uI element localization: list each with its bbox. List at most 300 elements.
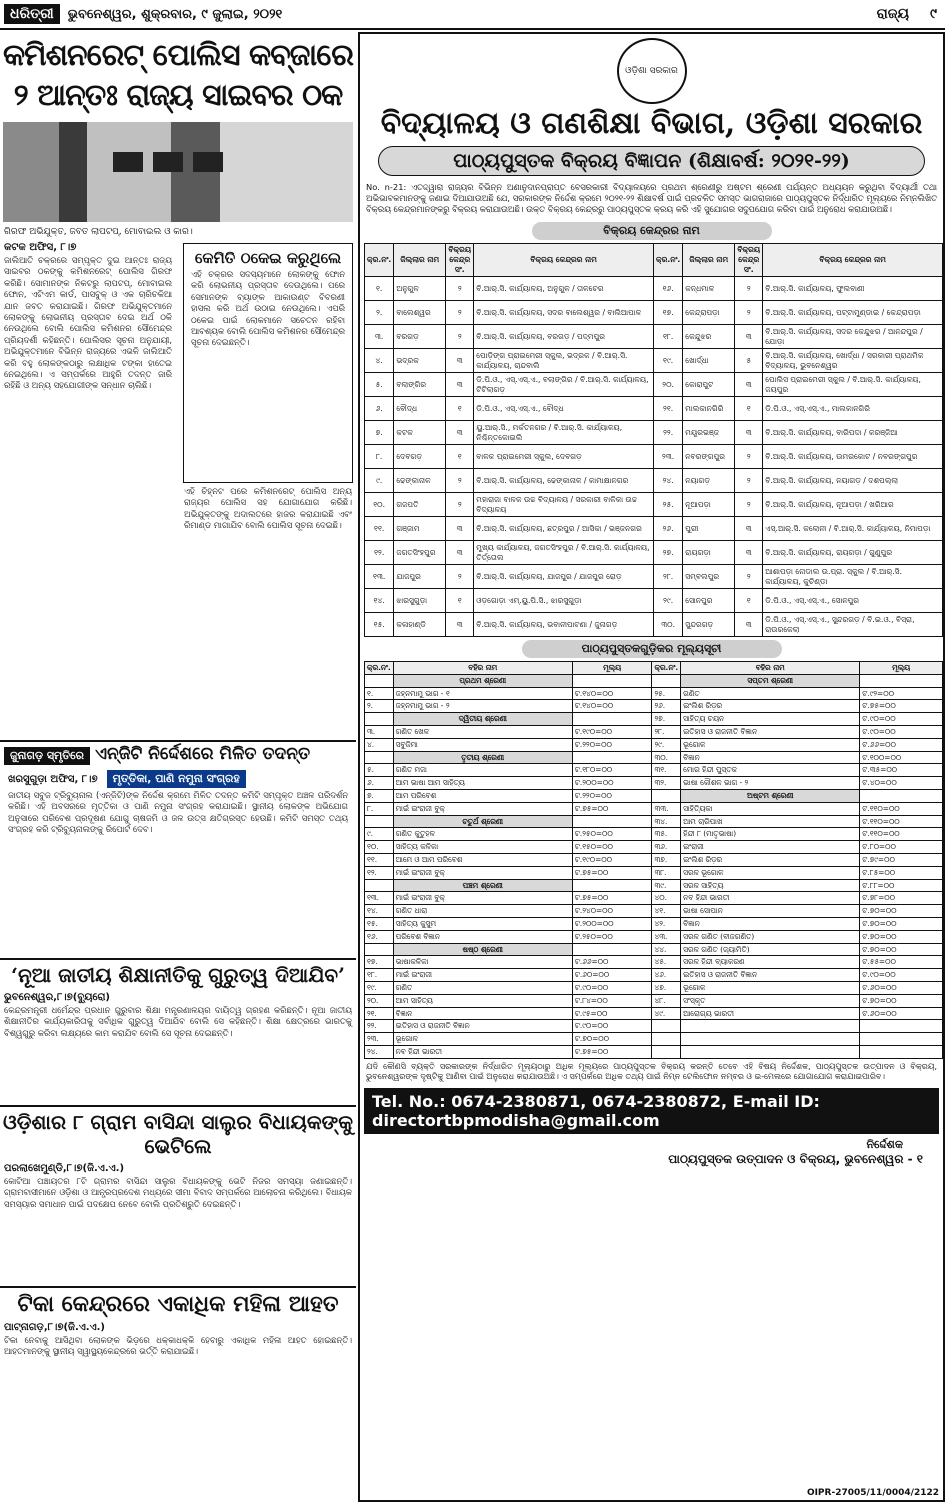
table-row [365, 713, 943, 726]
table-cell [365, 713, 394, 726]
table-cell: ଟ.୬୦=୦୦ [860, 1007, 943, 1020]
column-header: ବିକ୍ରୟ କେନ୍ଦ୍ରର ନାମ [763, 244, 943, 277]
table-cell: ୨ [735, 301, 763, 325]
table-cell: ନବ ହିନ୍ଦୀ ଭାରତୀ [681, 892, 860, 905]
story1-caption: ଗିରଫ ଅଭିଯୁକ୍ତ, ଜବତ ଲାପଟପ୍, ମୋବାଇଲ ଓ କାର। [4, 227, 193, 237]
column-header: ମୂଲ୍ୟ [572, 662, 652, 675]
table-cell [681, 1045, 860, 1058]
table-cell: ରାୟଗଡ଼ା [683, 541, 735, 565]
table-cell: ୩୧. [652, 764, 681, 777]
column-header: ବିକ୍ରୟ କେନ୍ଦ୍ର ସଂ. [446, 244, 474, 277]
table-cell: ୧୭. [653, 301, 682, 325]
table-cell: ଟ.୧୯୦=୦୦ [572, 853, 652, 866]
table-row [365, 687, 943, 700]
column-header: କ୍ର.ନଂ. [653, 244, 682, 277]
contact-bar: Tel. No.: 0674-2380871, 0674-2380872, E-mail ID: directortbpmodisha@gmail.com [364, 1088, 939, 1134]
table-cell: ଇଂଲିଶ ରିଡ଼ର [681, 700, 860, 713]
table-row [365, 841, 943, 854]
table-cell: ମାଇଁ ଇଂରାଜୀ ବୁକ୍ [393, 892, 572, 905]
table-cell: ସରଳ ଭୂଗୋଳ [681, 866, 860, 879]
table-cell: ଟ.୧୧୦=୦୦ [860, 828, 943, 841]
table-row [365, 1020, 943, 1033]
table-cell: ଟ.୫୫=୦୦ [860, 956, 943, 969]
story3-headline: ‘ନୂଆ ଜାତୀୟ ଶିକ୍ଷାନୀତିକୁ ଗୁରୁତ୍ୱ ଦିଆଯିବ’ [0, 958, 356, 990]
table-cell: ୨ [735, 565, 763, 589]
table-cell: ୪୦. [652, 892, 681, 905]
table-cell: ଟ.୧୧୦=୦୦ [860, 815, 943, 828]
table-cell: ଟ.୯୦=୦୦ [860, 713, 943, 726]
table-cell: ଟ.୬୦=୦୦ [572, 969, 652, 982]
column-header: ମୂଲ୍ୟ [860, 662, 943, 675]
table-row [365, 905, 943, 918]
table-row [365, 789, 943, 802]
table-row [365, 751, 943, 764]
table-cell: ଟ.୨୫୦=୦୦ [572, 828, 652, 841]
table-cell: ଟ.୬୬=୦୦ [860, 738, 943, 751]
table-cell: ଡି.ପି.ଓ., ଏସ୍.ଏସ୍.ଏ., ସୁନ୍ଦରଗଡ଼ / ବି.ଇ.ଓ., ବିସ୍ରା, ରାଉରକେଲା [763, 613, 943, 637]
table-cell: ଦେବଗଡ଼ [394, 445, 446, 469]
table-cell: ୧୮. [365, 969, 394, 982]
table-cell: ୩ [446, 517, 474, 541]
story2-headline: ଏନ୍‌ଜିଟି ନିର୍ଦ୍ଦେଶରେ ମିଳିତ ତଦନ୍ତ [95, 744, 311, 764]
table-cell: ୪୮. [652, 994, 681, 1007]
table-cell: ବି.ଆର୍.ସି. କାର୍ଯ୍ୟାଳୟ, ଭବାନୀପାଟଣା / ଜୁନାଗଡ଼ [474, 613, 654, 637]
table-cell: ଟ.୨୫୦=୦୦ [572, 930, 652, 943]
table-cell: ୧ [735, 397, 763, 421]
table-cell: ଅଷ୍ଟମ ଶ୍ରେଣୀ [681, 789, 860, 802]
table-cell: ଇତିହାସ ଓ ରାଜନୀତି ବିଜ୍ଞାନ [681, 725, 860, 738]
story1-text-continued: ଏହି ଚିହ୍ନଟ ପରେ କମିଶନରେଟ୍ ପୋଲିସ ଅନ୍ୟ ରାଜ୍ୟର ପୋଲିସ ସହ ଯୋଗାଯୋଗ କରିଛି। ଅଭିଯୁକ୍ତଙ୍କୁ ଅଦାଲତରେ ହାଜର କରାଯାଇଛି ଏବଂ ରିମାଣ୍ଡ ମାଗାଯିବ ବୋଲି ପୋଲିସ ସୂଚନା ଦେଇଛି। [184, 486, 352, 531]
table-cell: ୨୦. [365, 994, 394, 1007]
table-cell: ଟ.୬୦=୦୦ [860, 981, 943, 994]
masthead-dateline: ଭୁବନେଶ୍ୱର, ଶୁକ୍ରବାର, ୯ ଜୁଲାଇ, ୨୦୨୧ [67, 6, 283, 22]
table-cell: ସାହିତ୍ୟିକା [681, 802, 860, 815]
table-cell: ୩୭. [652, 853, 681, 866]
table-row [365, 738, 943, 751]
table-cell: ବି.ଆର୍.ସି. କାର୍ଯ୍ୟାଳୟ, ଛତ୍ରପୁର / ଆସିକା / ଭଞ୍ଜନଗର [474, 517, 654, 541]
table-cell: ୪. [365, 738, 394, 751]
table-cell: ୩ [735, 541, 763, 565]
table-cell: ଭଦ୍ରକ [394, 349, 446, 373]
table-cell: କନ୍ଧମାଳ [683, 277, 735, 301]
table-cell: ଟ.୨୨୦=୦୦ [572, 738, 652, 751]
story2-subhead: ମୃତ୍ତିକା, ପାଣି ନମୁନା ସଂଗ୍ରହ [107, 770, 246, 788]
table-cell: ସଂସ୍କୃତ [681, 994, 860, 1007]
table-cell: ସମ୍ବଲପୁର [683, 565, 735, 589]
table-cell [572, 943, 652, 956]
table-cell: ଟ.୭୦=୦୦ [572, 1033, 652, 1046]
table-cell [572, 751, 652, 764]
table-cell: ୩ [735, 373, 763, 397]
table-cell [652, 1045, 681, 1058]
story4-text: କୋଟିଆ ପଞ୍ଚାୟତର ୮ଟି ଗ୍ରାମର ବାସିନ୍ଦା ସାଲୁର ବିଧାୟକଙ୍କୁ ଭେଟି ନିଜର ସମସ୍ୟା ଜଣାଇଛନ୍ତି। ଗ୍ରାମବାସୀମାନେ ଓଡ଼ିଶା ଓ ଆନ୍ଧ୍ରପ୍ରଦେଶ ମଧ୍ୟରେ ସୀମା ବିବାଦ ସମ୍ପର୍କରେ ଆଲୋଚନା କରିଥିଲେ। ବିଧାୟକ ସମସ୍ୟାର ସମାଧାନ ପାଇଁ ପଦକ୍ଷେପ ନେବେ ବୋଲି ପ୍ରତିଶ୍ରୁତି ଦେଇଛନ୍ତି। [4, 1176, 352, 1209]
table-cell: ସାହିତ୍ୟ କଳିକା [393, 841, 572, 854]
table-row [365, 802, 943, 815]
table-cell: ୨ [446, 565, 474, 589]
table-cell: ୨୨. [653, 421, 682, 445]
table-cell: ବି.ଆର୍.ସି. କାର୍ଯ୍ୟାଳୟ, ଉମରକୋଟ / ନବରଙ୍ଗପୁର [763, 445, 943, 469]
table-cell: ଟ.୧୫୦=୦୦ [572, 841, 652, 854]
table-row [365, 930, 943, 943]
table-cell: ଇଂଲିଶ ରିଡ଼ର [681, 853, 860, 866]
table-cell: କେନ୍ଦ୍ରାପଡ଼ା [683, 301, 735, 325]
table-cell: ଟ.୯୦=୦୦ [572, 1020, 652, 1033]
table-cell: ଟ.୭୫=୦୦ [572, 866, 652, 879]
table-cell: ଟ.୭୫=୦୦ [572, 892, 652, 905]
table-cell: ବାଳକ ପ୍ରାଇମେରୀ ସ୍କୁଲ, ଦେବଗଡ଼ [474, 445, 654, 469]
table-cell [652, 674, 681, 687]
table-row [365, 397, 943, 421]
table-cell: ଭାଷା ସୋପାନ [681, 905, 860, 918]
table-cell: ୟୁ.ଆର୍.ସି., ମର୍କତନଗର / ବି.ଆର୍.ସି. କାର୍ଯ୍ୟାଳୟ, ନିଶ୍ଚିନ୍ତକୋଇଲି [474, 421, 654, 445]
table-cell: ୪. [365, 349, 394, 373]
table-cell: ୩ [735, 325, 763, 349]
table-cell: ୩୬. [652, 841, 681, 854]
table-row [365, 1033, 943, 1046]
column-header: କ୍ର.ନଂ. [365, 662, 394, 675]
story3-text: କେନ୍ଦ୍ରମନ୍ତ୍ରୀ ଧର୍ମେନ୍ଦ୍ର ପ୍ରଧାନ ଗୁରୁବାର ଶିକ୍ଷା ମନ୍ତ୍ରଣାଳୟର ଦାୟିତ୍ୱ ଗ୍ରହଣ କରିଛନ୍ତି। ନୂଆ ଜାତୀୟ ଶିକ୍ଷାନୀତିର କାର୍ଯ୍ୟକାରିତାକୁ ସର୍ବାଧିକ ଗୁରୁତ୍ୱ ଦିଆଯିବ ବୋଲି ସେ କହିଛନ୍ତି। ଶିକ୍ଷା କ୍ଷେତ୍ରରେ ଭାରତକୁ ବିଶ୍ୱଗୁରୁ କରିବା ଲକ୍ଷ୍ୟରେ କାମ କରାଯିବ ବୋଲି ସେ ସୂଚନା ଦେଇଛନ୍ତି। [4, 1005, 352, 1038]
news-column [0, 32, 356, 1502]
table-cell [572, 879, 652, 892]
price-list-title: ପାଠ୍ୟପୁସ୍ତକଗୁଡ଼ିକର ମୂଲ୍ୟସୂଚୀ [522, 640, 782, 658]
table-cell: ୨ [446, 469, 474, 493]
table-cell: ଡି.ପି.ଓ., ଏସ୍.ଏସ୍.ଏ., ମାଲକାନଗିରି [763, 397, 943, 421]
table-cell: ୯. [365, 828, 394, 841]
story3 [0, 958, 356, 1105]
table-cell: ଟ.୭୦=୦୦ [860, 943, 943, 956]
table-cell: ୫. [365, 764, 394, 777]
story5-text: ଟିକା ନେବାକୁ ଆସିଥିବା ଲୋକଙ୍କ ଭିଡ଼ରେ ଧକ୍କାଧକ୍କି ହେବାରୁ ଏକାଧିକ ମହିଳା ଆହତ ହୋଇଛନ୍ତି। ଆହତମାନଙ୍କୁ ସ୍ଥାନୀୟ ସ୍ୱାସ୍ଥ୍ୟକେନ୍ଦ୍ରରେ ଭର୍ତ୍ତି କରାଯାଇଛି। [4, 1335, 352, 1357]
sales-centers-table [364, 243, 943, 637]
table-cell: ଟ.୭୦=୦୦ [860, 917, 943, 930]
table-cell: ନବ ହିନ୍ଦୀ ଭାରତୀ [393, 1045, 572, 1058]
table-cell: ଡି.ପି.ଓ., ଏସ୍.ଏସ୍.ଏ., ସୋନପୁର [763, 589, 943, 613]
textbook-advertisement [358, 32, 945, 1502]
department-title: ବିଦ୍ୟାଳୟ ଓ ଗଣଶିକ୍ଷା ବିଭାଗ, ଓଡ଼ିଶା ସରକାର [380, 106, 923, 141]
story1-body [0, 240, 356, 736]
table-cell: ୨୦. [653, 373, 682, 397]
table-cell: ସରଳ ଗଣିତ (ଜ୍ୟାମିତି) [681, 943, 860, 956]
table-cell: ଏସ୍.ଆର୍.ସି. କଲୋନୀ / ବି.ଆର୍.ସି. କାର୍ଯ୍ୟାଳୟ, ନିମାପଡ଼ା [763, 517, 943, 541]
table-cell: ଟ.୭୦=୦୦ [860, 930, 943, 943]
table-cell: ବାଲେଶ୍ୱର [394, 301, 446, 325]
column-header: ବହିର ନାମ [393, 662, 572, 675]
table-cell: କୋରାପୁଟ [683, 373, 735, 397]
table-cell: ୪୨. [652, 917, 681, 930]
table-cell: ଟ.୧୮୦=୦୦ [572, 764, 652, 777]
table-cell: ୧୬. [653, 277, 682, 301]
table-cell: ୧୦. [365, 493, 394, 517]
table-cell: କେନ୍ଦୁଝର [683, 325, 735, 349]
table-cell: ମୋର ହିନ୍ଦୀ ପୁସ୍ତକ [681, 764, 860, 777]
table-cell [681, 1020, 860, 1033]
table-cell: ନୟାଗଡ଼ [683, 469, 735, 493]
signatory: ନିର୍ଦ୍ଦେଶକ [866, 1137, 903, 1151]
table-cell: ୨ [735, 277, 763, 301]
table-cell: ୩୪. [652, 815, 681, 828]
table-cell: ଟ.୧୪୦=୦୦ [572, 687, 652, 700]
story4 [0, 1105, 356, 1286]
table-cell: ଓଡ଼ଗୋଡ଼ା ଏମ୍.ୟୁ.ପି.ସି., ଝାରସୁଗୁଡ଼ା [474, 589, 654, 613]
table-cell: ଟ.୧୯୦=୦୦ [572, 725, 652, 738]
table-cell: ୩୨. [652, 777, 681, 790]
table-cell: ଭାଷା କୌଶଳ ଭାଗ - ୨ [681, 777, 860, 790]
column-header: ବହିର ନାମ [681, 662, 860, 675]
price-list-table [364, 661, 943, 1059]
table-cell: ଟ.୬୬=୦୦ [572, 956, 652, 969]
table-cell: ଜଗତସିଂହପୁର [394, 541, 446, 565]
table-cell: ୪୭. [652, 981, 681, 994]
table-row [365, 815, 943, 828]
table-cell [572, 713, 652, 726]
table-row [365, 445, 943, 469]
table-cell: ଟ.୭୯=୦୦ [860, 853, 943, 866]
table-cell: ୪୬. [652, 969, 681, 982]
table-cell: ବି.ଆର୍.ସି. କାର୍ଯ୍ୟାଳୟ, ପଟ୍ଟାମୁଣ୍ଡାଇ / କେନ୍ଦ୍ରାପଡ଼ା [763, 301, 943, 325]
table-cell: ଅନୁଗୁଳ [394, 277, 446, 301]
table-cell: ପଞ୍ଚମ ଶ୍ରେଣୀ [393, 879, 572, 892]
story1-sidebox [183, 243, 353, 483]
table-cell: ୨୬. [653, 517, 682, 541]
column-header: କ୍ର.ନଂ. [365, 244, 394, 277]
table-row [365, 777, 943, 790]
table-row [365, 349, 943, 373]
table-cell: ୩୩. [652, 802, 681, 815]
table-cell: ବିଜ୍ଞାନ [393, 1007, 572, 1020]
story1-headline: କମିଶନରେଟ୍ ପୋଲିସ କବ୍‌ଜାରେ ୨ ଆନ୍ତଃ ରାଜ୍ୟ ସାଇବର ଠକ [3, 38, 353, 113]
table-cell [572, 674, 652, 687]
table-cell: ଟ.୯୦=୦୦ [572, 981, 652, 994]
table-row [365, 994, 943, 1007]
table-cell: ଟ.୯୨=୦୦ [860, 687, 943, 700]
table-cell: ୨ [446, 493, 474, 517]
table-cell: ୨୯. [653, 589, 682, 613]
table-header-row [365, 244, 943, 277]
table-cell: ବି.ଆର୍.ସି. କାର୍ଯ୍ୟାଳୟ, ନୟାଗଡ଼ / ଦଶପଲ୍ଲା [763, 469, 943, 493]
story2-dateline: ଖରସୁଗୁଡ଼ା ଅଫିସ, ୮।୭ [8, 774, 98, 785]
story4-headline: ଓଡ଼ିଶାର ୮ ଗ୍ରାମ ବାସିନ୍ଦା ସାଲୁର ବିଧାୟକଙ୍କୁ ଭେଟିଲେ [0, 1105, 356, 1161]
table-cell: ସାହିତ୍ୟ କୁସୁମ [393, 917, 572, 930]
table-cell: ବି.ଆର୍.ସି. କାର୍ଯ୍ୟାଳୟ, ଯାଜପୁର / ଯାଜପୁର ରୋଡ଼ [474, 565, 654, 589]
table-cell: ଜହ୍ନମାମୁ ଭାଗ - ୨ [393, 700, 572, 713]
table-cell: ମୁଖ୍ୟ କାର୍ଯ୍ୟାଳୟ, ଜଗତସିଂହପୁର / ବି.ଆର୍.ସି. କାର୍ଯ୍ୟାଳୟ, ତିର୍ତ୍ତୋଲ [474, 541, 654, 565]
table-cell: ୮. [365, 802, 394, 815]
table-cell: ୩୦. [653, 613, 682, 637]
table-cell: ବିଜ୍ଞାନ [681, 751, 860, 764]
table-cell: ୨ [446, 301, 474, 325]
table-cell: ୭. [365, 789, 394, 802]
table-cell: ୧୦. [365, 841, 394, 854]
table-cell: ୨୩. [365, 1033, 394, 1046]
table-cell: ଚତୁର୍ଥ ଶ୍ରେଣୀ [393, 815, 572, 828]
table-cell: ଟ.୭୮=୦୦ [860, 892, 943, 905]
table-cell: ନବରଙ୍ଗପୁର [683, 445, 735, 469]
table-cell: ବିଜ୍ଞାନ [681, 917, 860, 930]
laptop-icon [113, 152, 143, 172]
table-cell: ୩ [446, 421, 474, 445]
table-cell: ୨୫. [653, 493, 682, 517]
table-cell: ୧୫. [365, 613, 394, 637]
table-cell: ୫. [365, 373, 394, 397]
story5 [0, 1286, 356, 1395]
table-cell: ୩. [365, 725, 394, 738]
table-cell: ଦ୍ୱିତୀୟ ଶ୍ରେଣୀ [393, 713, 572, 726]
table-cell: ଇଂରାଜୀ [681, 841, 860, 854]
table-cell [681, 1033, 860, 1046]
table-cell: ଟ.୨୪୦=୦୦ [572, 905, 652, 918]
table-cell: ୧୯. [365, 981, 394, 994]
table-row [365, 853, 943, 866]
story2-kicker: ଜୁନାଗଡ଼ ସ୍ମୃତିରେ [4, 747, 90, 765]
table-cell: ବଲାଙ୍ଗିର [394, 373, 446, 397]
table-cell: ଭୂଗୋଳ [681, 738, 860, 751]
table-cell: ପୁରୀ [683, 517, 735, 541]
table-row [365, 493, 943, 517]
table-cell: ୧୧. [365, 517, 394, 541]
story1-photo [3, 122, 353, 222]
table-cell: ଟ.୭୫=୦୦ [572, 802, 652, 815]
table-row [365, 541, 943, 565]
table-cell [652, 1020, 681, 1033]
table-cell: କଳାହାଣ୍ଡି [394, 613, 446, 637]
table-cell: ୩ [446, 373, 474, 397]
table-cell: ଆରୋଗ୍ୟ ଭାରତୀ [681, 1007, 860, 1020]
table-cell: ମାଲକାନଗିରି [683, 397, 735, 421]
table-cell: ଟ.୭୫=୦୦ [860, 700, 943, 713]
table-row [365, 589, 943, 613]
table-cell: ୨୪. [653, 469, 682, 493]
table-cell: ୩ [735, 613, 763, 637]
table-cell: ୬. [365, 397, 394, 421]
table-cell: ୪୩. [652, 930, 681, 943]
table-cell: ଟ.୮୪=୦୦ [572, 994, 652, 1007]
table-cell: ୧୨. [365, 866, 394, 879]
column-header: ବିକ୍ରୟ କେନ୍ଦ୍ରର ନାମ [474, 244, 654, 277]
section-name: ରାଜ୍ୟ [876, 6, 909, 22]
table-cell: ଟ.୯୦=୦୦ [860, 969, 943, 982]
laptop-icon [193, 152, 223, 172]
table-cell [365, 751, 394, 764]
table-cell: ଟ.୯୫=୦୦ [572, 1007, 652, 1020]
table-row [365, 517, 943, 541]
table-cell: ୩ [446, 349, 474, 373]
table-row [365, 700, 943, 713]
table-row [365, 981, 943, 994]
table-cell: ବି.ଆର୍.ସି. କାର୍ଯ୍ୟାଳୟ, ସଦର ବାଲେଶ୍ୱର / ବାଲିଆପାଳ [474, 301, 654, 325]
table-cell: ନୂଆପଡ଼ା [683, 493, 735, 517]
table-cell: ଭୂଗୋଳ [393, 1033, 572, 1046]
table-cell: ୨ [735, 469, 763, 493]
table-cell [365, 879, 394, 892]
table-cell: ଯାଜପୁର [394, 565, 446, 589]
table-cell: ୧୩. [365, 565, 394, 589]
table-cell: ଆମ ସାହିତ୍ୟ [393, 994, 572, 1007]
table-cell: ୪୪. [652, 943, 681, 956]
table-cell: ୨ [735, 493, 763, 517]
table-cell: ବି.ଆର୍.ସି. କାର୍ଯ୍ୟାଳୟ, ବାରିପଦା / କରଞ୍ଜିଆ [763, 421, 943, 445]
column-header: ଜିଲ୍ଲାର ନାମ [394, 244, 446, 277]
table-cell: ମାଇଁ ଇଂରାଜୀ ବୁକ୍ [393, 866, 572, 879]
table-cell: ବି.ଆର୍.ସି. କାର୍ଯ୍ୟାଳୟ, ବରଗଡ଼ / ପଦ୍ମପୁର [474, 325, 654, 349]
table-cell: ୨୪. [365, 1045, 394, 1058]
table-cell: ଆଶାପଡ଼ା ନୋଡାଲ ଉ.ପ୍ରା. ସ୍କୁଲ / ବି.ଆର୍.ସି. କାର୍ଯ୍ୟାଳୟ, କୁଚିଣ୍ଡା [763, 565, 943, 589]
table-cell [652, 1033, 681, 1046]
table-row [365, 565, 943, 589]
table-cell: ଟ.୧୧୦=୦୦ [860, 802, 943, 815]
table-cell: ୩ [735, 421, 763, 445]
table-cell: ୨୮. [653, 565, 682, 589]
table-row [365, 969, 943, 982]
table-cell: ୪୫. [652, 956, 681, 969]
table-cell: ଗଣିତ [681, 687, 860, 700]
table-cell [365, 674, 394, 687]
table-cell: ୪୯. [652, 1007, 681, 1020]
table-cell: କଟକ [394, 421, 446, 445]
table-cell: ପ୍ରଥମ ଶ୍ରେଣୀ [393, 674, 572, 687]
table-cell: ୧. [365, 277, 394, 301]
table-cell: ମହାରାଜା ବାଳକ ଉଚ୍ଚ ବିଦ୍ୟାଳୟ / ସରକାରୀ ବାଳିକା ଉଚ୍ଚ ବିଦ୍ୟାଳୟ [474, 493, 654, 517]
table-cell: ୧୯. [653, 349, 682, 373]
table-row [365, 828, 943, 841]
table-cell: ଟ.୮୮=୦୦ [860, 879, 943, 892]
table-cell: ୧୬. [365, 930, 394, 943]
table-row [365, 325, 943, 349]
story1-text: ଜାଲିଆତି ଚକ୍ରରେ ସମ୍ପୃକ୍ତ ଦୁଇ ଆନ୍ତଃ ରାଜ୍ୟ ସାଇବର ଠକଙ୍କୁ କମିଶନରେଟ୍ ପୋଲିସ ଗିରଫ କରିଛି। ସୋମାନଙ୍କ ନିକଟରୁ ଲାପଟପ୍, ମୋବାଇଲ ଫୋନ, ଏଟିଏମ କାର୍ଡ, ପାସବୁକ୍ ଓ ଏକ ଚାରିଚକିଆ ଯାନ ଜବତ କରାଯାଇଛି। ଗିରଫ ଅଭିଯୁକ୍ତମାନେ ଲୋକଙ୍କୁ ଲୋଭନୀୟ ପ୍ରସ୍ତାବ ଦେଇ ଅର୍ଥ ଠକି ନେଉଥିଲେ ବୋଲି ପୋଲିସ କମିଶନର ସୌମେନ୍ଦ୍ର ପ୍ରିୟଦର୍ଶୀ କହିଛନ୍ତି। ପୋଲିସର ସୂଚନା ଅନୁଯାୟୀ, ଅଭିଯୁକ୍ତମାନେ ବିଭିନ୍ନ ରାଜ୍ୟରେ ଏଭଳି ଜାଲିଆତି କରି ବହୁ ଲୋକଙ୍କଠାରୁ ଲକ୍ଷାଧିକ ଟଙ୍କା ହାତେଇ ନେଇଥିଲେ। ଏ ସମ୍ପର୍କରେ ଆହୁରି ତଦନ୍ତ ଜାରି ରହିଛି ଓ ଅନ୍ୟ ସହଯୋଗୀଙ୍କ ସନ୍ଧାନ ଚାଲିଛି। [4, 255, 172, 391]
table-cell: ୫ [735, 349, 763, 373]
table-cell: ୧ [446, 445, 474, 469]
table-cell: ଟ.୭୦=୦୦ [860, 905, 943, 918]
table-row [365, 1045, 943, 1058]
table-cell: ଖୋର୍ଦ୍ଧା [683, 349, 735, 373]
table-cell: ୨ [446, 325, 474, 349]
government-seal-icon [617, 38, 687, 104]
story5-headline: ଟିକା କେନ୍ଦ୍ରରେ ଏକାଧିକ ମହିଳା ଆହତ [0, 1286, 356, 1320]
table-cell: ଟ.୨୦୦=୦୦ [572, 917, 652, 930]
table-cell: ଆମ ପରିବେଶ [393, 789, 572, 802]
table-row [365, 277, 943, 301]
table-cell: ବରଗଡ଼ [394, 325, 446, 349]
column-header: ଜିଲ୍ଲାର ନାମ [683, 244, 735, 277]
table-cell [860, 1033, 943, 1046]
table-row [365, 892, 943, 905]
centers-title: ବିକ୍ରୟ କେନ୍ଦ୍ରର ନାମ [532, 222, 772, 240]
table-cell: ଇତିହାସ ଓ ରାଜନୀତି ବିଜ୍ଞାନ [681, 969, 860, 982]
table-cell: ୧୪. [365, 589, 394, 613]
table-cell: ବି.ଆର୍.ସି. କାର୍ଯ୍ୟାଳୟ, ଅନୁଗୁଳ / ତାଳଚେର [474, 277, 654, 301]
story5-dateline: ପାଟ୍‌ନାଗଡ଼,୮।୭(ଜି.ଏ.ଏ.) [4, 1322, 105, 1333]
table-cell: ସପ୍ତମ ଶ୍ରେଣୀ [681, 674, 860, 687]
table-cell: ଗଣିତ କୁତୁହଳ [393, 828, 572, 841]
table-cell: ତୃତୀୟ ଶ୍ରେଣୀ [393, 751, 572, 764]
table-cell: ବି.ଆର୍.ସି. କାର୍ଯ୍ୟାଳୟ, ଫୁଲବାଣୀ [763, 277, 943, 301]
table-cell: ୩ [446, 541, 474, 565]
table-cell: ୨୩. [653, 445, 682, 469]
table-row [365, 943, 943, 956]
table-cell: ବି.ଆର୍.ସି. କାର୍ଯ୍ୟାଳୟ, ରାୟଗଡ଼ା / ଗୁଣୁପୁର [763, 541, 943, 565]
table-cell: ଆମ ଭାଷା ଆମ ସାହିତ୍ୟ [393, 777, 572, 790]
table-cell [365, 815, 394, 828]
footnote-text: ଯଦି କୌଣସି ବ୍ୟକ୍ତି ସରକାରଙ୍କ ନିର୍ଦ୍ଧାରିତ ମୂଲ୍ୟଠାରୁ ଅଧିକ ମୂଲ୍ୟରେ ପାଠ୍ୟପୁସ୍ତକ ବିକ୍ରୟ କରନ୍ତି ତେବେ ଏହି ବିଷୟ ନିର୍ଦ୍ଦେଶକ, ପାଠ୍ୟପୁସ୍ତକ ଉତ୍ପାଦନ ଓ ବିକ୍ରୟ, ଭୁବନେଶ୍ୱରଙ୍କ ଦୃଷ୍ଟିକୁ ଆଣିବା ପାଇଁ ଅନୁରୋଧ କରାଯାଉଅଛି। ଏ ସମ୍ପର୍କରେ ଅଧିକ ତଥ୍ୟ ପାଇଁ ନିମ୍ନ ଟେଲିଫୋନ ନମ୍ବର ଓ ଇ-ମେଲରେ ଯୋଗାଯୋଗ କରାଯାଇପାରିବ। [366, 1061, 937, 1082]
table-cell: ସରଳ ଗଣିତ (ବୀଜଗଣିତ) [681, 930, 860, 943]
table-cell: ଟ.୨୦୦=୦୦ [572, 777, 652, 790]
table-cell: ଟ.୯୦=୦୦ [860, 725, 943, 738]
table-cell: ଟ.୭୫=୦୦ [572, 1045, 652, 1058]
table-cell [365, 943, 394, 956]
table-cell: ଡି.ପି.ଓ., ଏସ୍.ଏସ୍.ଏ., ବଲାଙ୍ଗିର / ବି.ଆର୍.ସି. କାର୍ଯ୍ୟାଳୟ, ଟିଟିଲାଗଡ଼ [474, 373, 654, 397]
table-row [365, 764, 943, 777]
table-cell [860, 789, 943, 802]
table-cell: ୨୧. [653, 397, 682, 421]
